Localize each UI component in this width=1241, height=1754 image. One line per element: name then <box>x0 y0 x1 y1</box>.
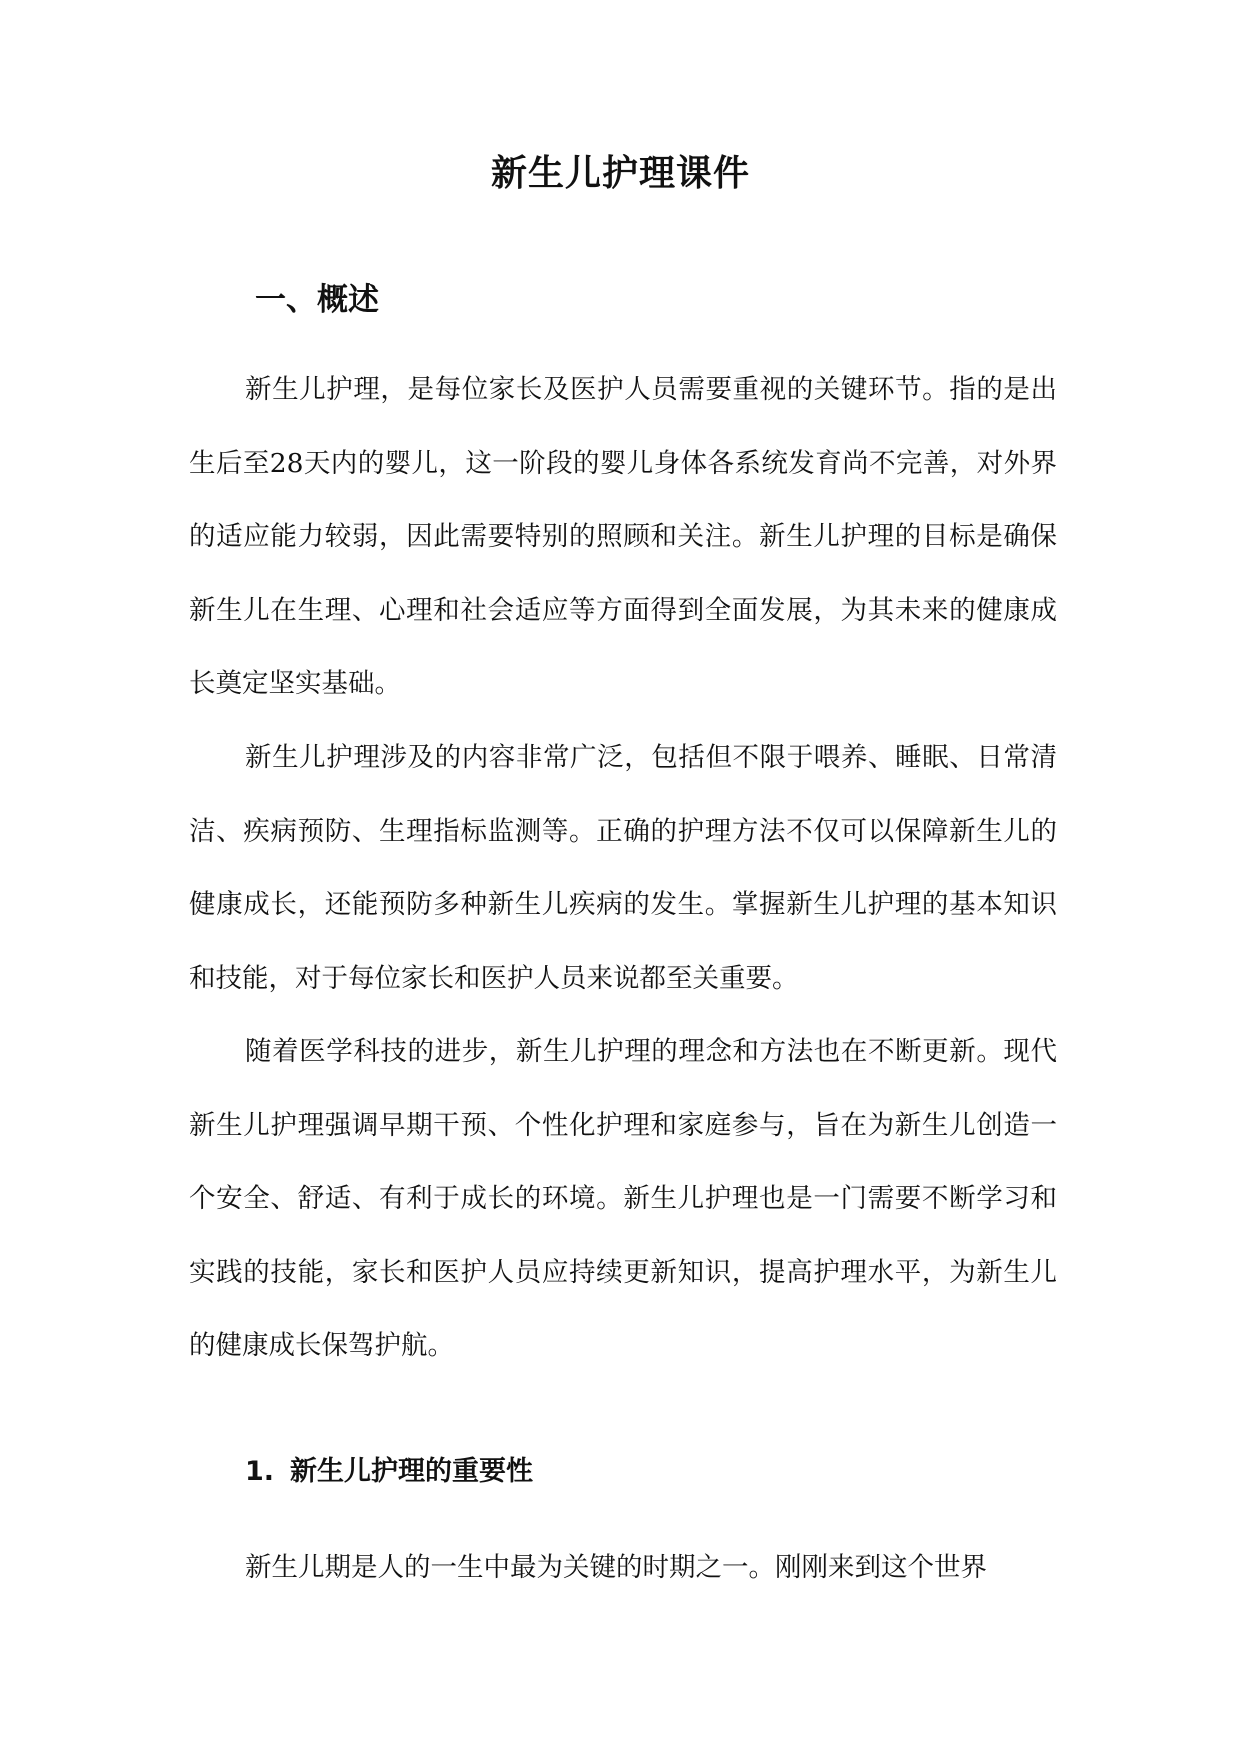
subsection-heading-text: 新生儿护理的重要性 <box>290 1456 534 1487</box>
importance-paragraph-1: 新生儿期是人的一生中最为关键的时期之一。刚刚来到这个世界 <box>245 1552 987 1583</box>
section-heading-overview: 一、概述 <box>255 282 379 318</box>
subsection-heading-importance <box>245 1452 533 1492</box>
overview-paragraph-2: 新生儿护理涉及的内容非常广泛，包括但不限于喂养、睡眠、日常清洁、疾病预防、生理指标监测等。正确的护理方法不仅可以保障新生儿的健康成长，还能预防多种新生儿疾病的发生。掌握新生儿护理的基本知识和技能，对于每位家长和医护人员来说都至关重要。 <box>189 742 1057 994</box>
subsection-number: 1. <box>245 1456 275 1487</box>
overview-paragraph-3: 随着医学科技的进步，新生儿护理的理念和方法也在不断更新。现代新生儿护理强调早期干预、个性化护理和家庭参与，旨在为新生儿创造一个安全、舒适、有利于成长的环境。新生儿护理也是一门需要不断学习和实践的技能，家长和医护人员应持续更新知识，提高护理水平，为新生儿的健康成长保驾护航。 <box>189 1036 1057 1362</box>
overview-paragraph-1: 新生儿护理，是每位家长及医护人员需要重视的关键环节。指的是出生后至28天内的婴儿，这一阶段的婴儿身体各系统发育尚不完善，对外界的适应能力较弱，因此需要特别的照顾和关注。新生儿护理的目标是确保新生儿在生理、心理和社会适应等方面得到全面发展，为其未来的健康成长奠定坚实基础。 <box>189 374 1057 700</box>
document-title: 新生儿护理课件 <box>490 153 750 194</box>
